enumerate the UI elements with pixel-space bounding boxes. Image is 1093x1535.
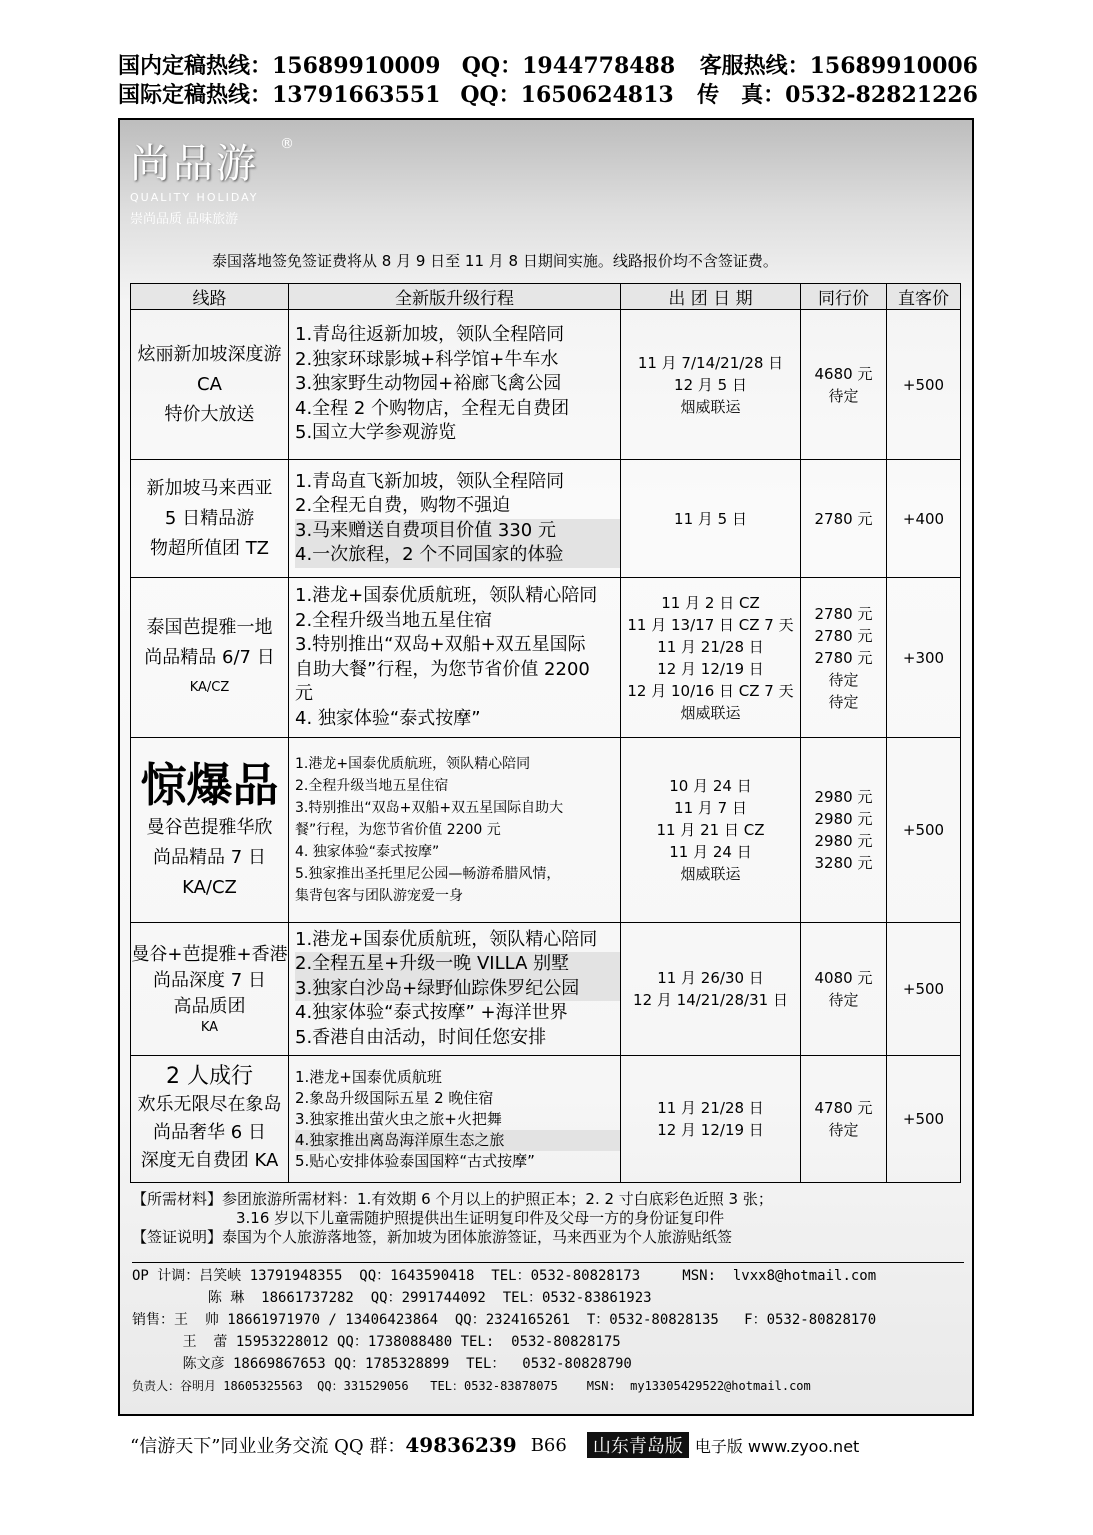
price-item: 4680 元 xyxy=(814,364,873,383)
itinerary-item: 4.独家推出离岛海洋原生态之旅 xyxy=(295,1130,620,1151)
header-route: 线路 xyxy=(131,284,289,310)
price-item: 2780 元 xyxy=(814,626,873,645)
itinerary-item: 自助大餐”行程，为您节省价值 2200 xyxy=(295,658,590,680)
itinerary-cell xyxy=(289,1056,621,1183)
price-item: 2780 元 xyxy=(814,648,873,667)
dates-cell xyxy=(621,923,801,1056)
itinerary-item: 5.香港自由活动，时间任您安排 xyxy=(295,1026,547,1048)
fax: 传 真：0532-82821226 xyxy=(697,82,978,108)
route-tagline: 深度无自费团 KA xyxy=(140,1150,279,1171)
date-item: 12 月 10/16 日 CZ 7 天 xyxy=(627,681,794,700)
itinerary-item: 4.全程 2 个购物店，全程无自费团 xyxy=(295,397,570,419)
itinerary-item: 1.港龙+国泰优质航班，领队精心陪同 xyxy=(295,585,598,606)
itinerary-item: 2.象岛升级国际五星 2 晚住宿 xyxy=(295,1088,494,1107)
itinerary-cell xyxy=(289,310,621,460)
page-footer xyxy=(130,1432,980,1458)
price-item: 待定 xyxy=(828,670,859,689)
price-item: 待定 xyxy=(828,1121,859,1139)
route-tagline: 高品质团 xyxy=(173,996,246,1017)
brand-slogan: 崇尚品质 品味旅游 xyxy=(130,212,239,227)
itinerary-item: 3.独家白沙岛+绿野仙踪侏罗纪公园 xyxy=(295,977,620,1002)
ebook-link[interactable]: 电子版 www.zyoo.net xyxy=(694,1436,860,1456)
contact-row: OP 计调：吕笑峡 13791948355 QQ：1643590418 TEL：0532-80828173 MSN: lvxx8@hotmail.com xyxy=(132,1268,877,1284)
route-name: 新加坡马来西亚 xyxy=(146,477,273,499)
direct-price-cell: +500 xyxy=(887,310,961,460)
itinerary-item: 3.马来赠送自费项目价值 330 元 xyxy=(295,519,620,544)
date-item: 烟威联运 xyxy=(680,865,741,883)
price-item: 2980 元 xyxy=(814,810,873,828)
route-airline: KA xyxy=(200,1020,219,1035)
itinerary-cell xyxy=(289,738,621,923)
price-item: 2980 元 xyxy=(814,832,873,850)
route-duration: 尚品奢华 6 日 xyxy=(153,1122,266,1143)
price-item: 2780 元 xyxy=(814,604,873,623)
date-item: 11 月 26/30 日 xyxy=(657,969,764,987)
hotline-row xyxy=(118,81,978,110)
header-dates: 出 团 日 期 xyxy=(621,284,801,310)
header-itinerary: 全新版升级行程 xyxy=(289,284,621,310)
peer-price-cell xyxy=(801,923,887,1056)
route-tagline: 物超所值团 TZ xyxy=(149,537,270,559)
notes-section xyxy=(132,1190,962,1247)
page-number: B66 xyxy=(530,1434,567,1456)
peer-price-cell xyxy=(801,578,887,738)
header-peer-price: 同行价 xyxy=(801,284,887,310)
tour-table xyxy=(130,283,961,1183)
table-row xyxy=(131,923,961,1056)
materials-note: 【所需材料】参团旅游所需材料：1.有效期 6 个月以上的护照正本；2. 2 寸白底彩色近照 3 张； xyxy=(132,1190,773,1208)
direct-price-cell: +500 xyxy=(887,1056,961,1183)
date-item: 11 月 7 日 xyxy=(674,799,747,817)
hotline-header xyxy=(118,52,978,110)
itinerary-item: 4. 独家体验“泰式按摩” xyxy=(295,707,481,729)
contact-row: 陈文彦 18669867653 QQ：1785328899 TEL： 0532-80828790 xyxy=(132,1356,632,1372)
direct-price-cell: +300 xyxy=(887,578,961,738)
date-item: 烟威联运 xyxy=(680,397,741,416)
itinerary-item: 5.独家推出圣托里尼公园—畅游希腊风情， xyxy=(295,866,561,882)
route-duration: 5 日精品游 xyxy=(164,507,255,529)
route-duration: 尚品精品 6/7 日 xyxy=(144,646,275,668)
route-name: 欢乐无限尽在象岛 xyxy=(137,1094,282,1115)
route-cell xyxy=(131,923,289,1056)
itinerary-cell xyxy=(289,578,621,738)
date-item: 12 月 12/19 日 xyxy=(657,1121,764,1139)
itinerary-item: 1.青岛往返新加坡，领队全程陪同 xyxy=(295,324,565,346)
route-cell xyxy=(131,578,289,738)
peer-price-cell xyxy=(801,460,887,578)
itinerary-item: 3.独家野生动物园+裕廊飞禽公园 xyxy=(295,373,562,395)
registered-mark: ® xyxy=(280,136,294,152)
itinerary-item: 2.全程升级当地五星住宿 xyxy=(295,609,493,631)
itinerary-item: 2.全程升级当地五星住宿 xyxy=(295,778,449,794)
dates-cell xyxy=(621,578,801,738)
table-row xyxy=(131,460,961,578)
brand-logo xyxy=(130,132,296,242)
itinerary-item: 集背包客与团队游宠爱一身 xyxy=(295,888,463,904)
dates-cell xyxy=(621,460,801,578)
itinerary-item: 3.特别推出“双岛+双船+双五星国际 xyxy=(295,634,586,655)
itinerary-item: 1.港龙+国泰优质航班 xyxy=(295,1067,442,1086)
qq-group-label: “信游天下”同业业务交流 QQ 群： xyxy=(130,1436,406,1457)
advertisement-panel xyxy=(118,118,974,1416)
price-item: 3280 元 xyxy=(814,854,873,872)
visa-note: 【签证说明】泰国为个人旅游落地签，新加坡为团体旅游签证，马来西亚为个人旅游贴纸签 xyxy=(132,1228,733,1246)
service-hotline: 客服热线：15689910006 xyxy=(699,53,978,79)
direct-price-cell: +500 xyxy=(887,738,961,923)
date-item: 11 月 2 日 CZ xyxy=(661,593,760,612)
itinerary-item: 3.特别推出“双岛+双船+双五星国际自助大 xyxy=(295,800,564,816)
date-item: 12 月 14/21/28/31 日 xyxy=(633,991,788,1009)
date-item: 10 月 24 日 xyxy=(669,777,752,795)
contact-row: 王 蕾 15953228012 QQ：1738088480 TEL: 0532-80828175 xyxy=(132,1334,621,1350)
itinerary-item: 4. 独家体验“泰式按摩” xyxy=(295,844,440,860)
price-item: 待定 xyxy=(828,991,859,1009)
route-airline: KA/CZ xyxy=(182,877,237,898)
contact-row: 陈 琳 18661737282 QQ：2991744092 TEL：0532-83861923 xyxy=(132,1290,652,1306)
date-item: 11 月 13/17 日 CZ 7 天 xyxy=(627,615,794,634)
route-highlight: 惊爆品 xyxy=(140,758,279,812)
brand-english: QUALITY HOLIDAY xyxy=(130,191,259,204)
date-item: 12 月 5 日 xyxy=(674,375,747,394)
date-item: 11 月 21/28 日 xyxy=(657,637,764,656)
table-row xyxy=(131,578,961,738)
hotline-row xyxy=(118,52,978,81)
price-item: 2980 元 xyxy=(814,788,873,806)
route-tagline: 特价大放送 xyxy=(164,403,255,425)
itinerary-item: 4.独家体验“泰式按摩” +海洋世界 xyxy=(295,1002,568,1024)
table-row xyxy=(131,1056,961,1183)
itinerary-cell xyxy=(289,923,621,1056)
intl-qq: QQ：1650624813 xyxy=(460,82,674,108)
route-airline: KA/CZ xyxy=(189,679,230,695)
table-header-row xyxy=(131,284,961,310)
itinerary-item: 5.国立大学参观游览 xyxy=(295,422,457,444)
route-name: 炫丽新加坡深度游 xyxy=(137,343,282,365)
date-item: 烟威联运 xyxy=(680,703,741,722)
route-cell xyxy=(131,738,289,923)
peer-price-cell xyxy=(801,1056,887,1183)
route-highlight: 2 人成行 xyxy=(166,1064,253,1089)
route-cell xyxy=(131,460,289,578)
date-item: 11 月 21/28 日 xyxy=(657,1099,764,1117)
price-item: 待定 xyxy=(828,692,859,711)
price-item: 2780 元 xyxy=(814,509,873,528)
route-name: 曼谷+芭提雅+香港 xyxy=(131,944,288,965)
itinerary-item: 2.全程无自费，购物不强迫 xyxy=(295,495,511,516)
itinerary-item: 元 xyxy=(295,683,313,704)
materials-note-continued: 3.16 岁以下儿童需随护照提供出生证明复印件及父母一方的身份证复印件 xyxy=(236,1209,725,1227)
direct-price-cell: +500 xyxy=(887,923,961,1056)
dates-cell xyxy=(621,310,801,460)
contacts-section xyxy=(132,1262,964,1397)
peer-price-cell xyxy=(801,310,887,460)
dates-cell xyxy=(621,1056,801,1183)
route-duration: 尚品精品 7 日 xyxy=(153,847,266,868)
contact-row: 销售：王 帅 18661971970 / 13406423864 QQ：2324165261 T：0532-80828135 F：0532-80828170 xyxy=(132,1312,877,1328)
itinerary-item: 1.青岛直飞新加坡，领队全程陪同 xyxy=(295,470,565,492)
table-row xyxy=(131,738,961,923)
domestic-qq: QQ：1944778488 xyxy=(461,53,676,79)
domestic-hotline: 国内定稿热线：15689910009 xyxy=(118,53,441,79)
itinerary-item: 2.全程五星+升级一晚 VILLA 别墅 xyxy=(295,952,620,977)
itinerary-item: 1.港龙+国泰优质航班，领队精心陪同 xyxy=(295,928,598,950)
date-item: 11 月 21 日 CZ xyxy=(656,821,765,839)
route-name: 泰国芭提雅一地 xyxy=(146,616,273,638)
qq-group-number: 49836239 xyxy=(405,1433,517,1457)
route-duration: 尚品深度 7 日 xyxy=(153,970,266,991)
route-airline: CA xyxy=(197,373,222,395)
route-name: 曼谷芭提雅华欣 xyxy=(146,817,273,838)
visa-notice: 泰国落地签免签证费将从 8 月 9 日至 11 月 8 日期间实施。线路报价均不含签证费。 xyxy=(212,252,778,270)
intl-hotline: 国际定稿热线：13791663551 xyxy=(118,82,441,108)
date-item: 11 月 7/14/21/28 日 xyxy=(637,353,784,372)
brand-name: 尚品游 xyxy=(130,141,259,187)
itinerary-item: 5.贴心安排体验泰国国粹“古式按摩” xyxy=(295,1151,535,1170)
itinerary-item: 1.港龙+国泰优质航班，领队精心陪同 xyxy=(295,756,531,772)
route-cell xyxy=(131,310,289,460)
itinerary-item: 4.一次旅程，2 个不同国家的体验 xyxy=(295,543,620,568)
table-row xyxy=(131,310,961,460)
dates-cell xyxy=(621,738,801,923)
itinerary-item: 餐”行程，为您节省价值 2200 元 xyxy=(295,822,501,838)
peer-price-cell xyxy=(801,738,887,923)
price-item: 4780 元 xyxy=(814,1099,873,1117)
edition-badge: 山东青岛版 xyxy=(587,1432,689,1458)
header-direct-price: 直客价 xyxy=(887,284,961,310)
date-item: 12 月 12/19 日 xyxy=(657,659,764,678)
itinerary-item: 3.独家推出萤火虫之旅+火把舞 xyxy=(295,1109,502,1128)
responsible-contact: 负责人：谷明月 18605325563 QQ：331529056 TEL：0532-83878075 MSN: my13305429522@hotmail.com xyxy=(132,1379,811,1393)
itinerary-cell xyxy=(289,460,621,578)
itinerary-item: 2.独家环球影城+科学馆+牛车水 xyxy=(295,348,559,370)
date-item: 11 月 24 日 xyxy=(669,843,752,861)
price-item: 4080 元 xyxy=(814,969,873,987)
direct-price-cell: +400 xyxy=(887,460,961,578)
price-item: 待定 xyxy=(828,386,859,405)
route-cell xyxy=(131,1056,289,1183)
date-item: 11 月 5 日 xyxy=(674,509,747,528)
